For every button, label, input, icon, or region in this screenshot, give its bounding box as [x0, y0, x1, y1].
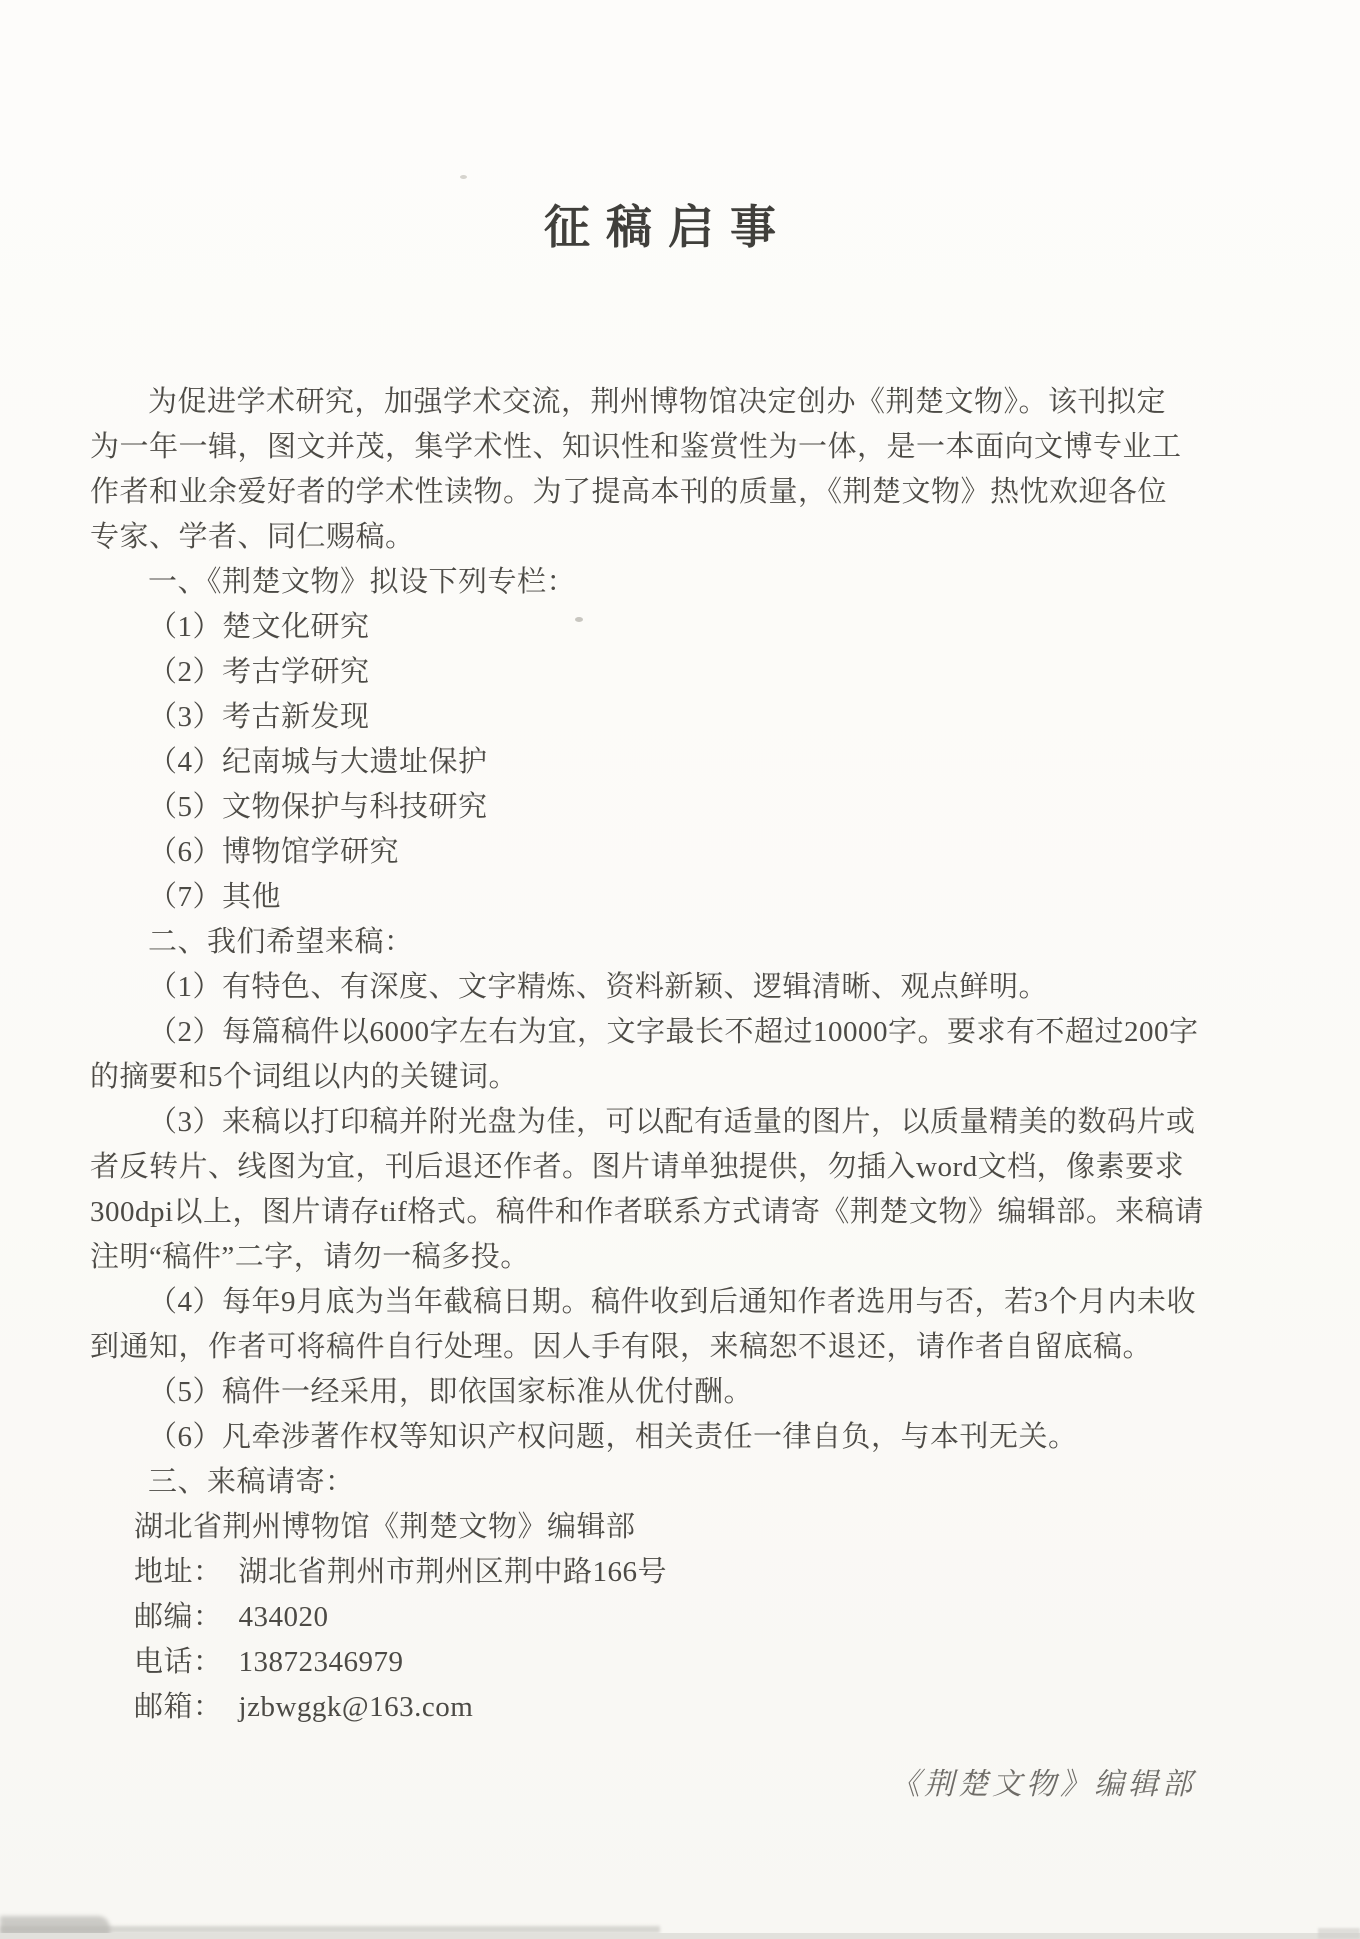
section2-item-1-line-1: （1）有特色、有深度、文字精炼、资料新颖、逻辑清晰、观点鲜明。	[148, 971, 1049, 1003]
postcode-value: 434020	[238, 1601, 329, 1633]
section2-item-4-line-1: （4）每年9月底为当年截稿日期。稿件收到后通知作者选用与否，若3个月内未收	[148, 1286, 1197, 1318]
section2-item-5-line-1: （5）稿件一经采用，即依国家标准从优付酬。	[148, 1376, 754, 1408]
postcode-label: 邮编：	[134, 1601, 223, 1633]
scan-speck	[460, 175, 467, 179]
section2-item-4-line-2: 到通知，作者可将稿件自行处理。因人手有限，来稿恕不退还，请作者自留底稿。	[90, 1331, 1153, 1363]
document-title: 征稿启事	[544, 202, 792, 253]
section1-item-3: （3）考古新发现	[148, 701, 370, 733]
address-value: 湖北省荆州市荆州区荆中路166号	[238, 1556, 668, 1588]
address-line	[90, 1550, 1165, 1595]
postcode-line	[90, 1595, 1165, 1640]
section1-item-6: （6）博物馆学研究	[148, 836, 400, 868]
section1-item-4: （4）纪南城与大遗址保护	[148, 746, 488, 778]
section2-heading: 二、我们希望来稿：	[148, 926, 414, 958]
section2-item-3-line-1: （3）来稿以打印稿并附光盘为佳，可以配有适量的图片，以质量精美的数码片或	[148, 1106, 1196, 1138]
email-line	[90, 1685, 1165, 1730]
editorial-signature: 《荆楚文物》编辑部	[890, 1768, 1196, 1801]
intro-line-2: 为一年一辑，图文并茂，集学术性、知识性和鉴赏性为一体，是一本面向文博专业工	[90, 431, 1182, 463]
section3-heading: 三、来稿请寄：	[148, 1466, 355, 1498]
scan-edge-artifact	[0, 1926, 660, 1933]
scan-edge-artifact	[0, 1916, 110, 1939]
section1-item-1: （1）楚文化研究	[148, 611, 370, 643]
section1-heading: 一、《荆楚文物》拟设下列专栏：	[148, 566, 577, 598]
section2-item-2-line-1: （2）每篇稿件以6000字左右为宜，文字最长不超过10000字。要求有不超过200字	[148, 1016, 1199, 1048]
section2-item-3-line-3: 300dpi以上，图片请存tif格式。稿件和作者联系方式请寄《荆楚文物》编辑部。来稿请	[90, 1196, 1204, 1228]
phone-line	[90, 1640, 1165, 1685]
phone-label: 电话：	[134, 1646, 223, 1678]
recipient-line: 湖北省荆州博物馆《荆楚文物》编辑部	[134, 1511, 636, 1543]
address-label: 地址：	[134, 1556, 223, 1588]
section1-item-5: （5）文物保护与科技研究	[148, 791, 488, 823]
scan-edge-artifact	[0, 1933, 1360, 1939]
scan-edge-artifact	[1318, 1928, 1360, 1939]
section1-item-7: （7）其他	[148, 881, 282, 913]
section2-item-6-line-1: （6）凡牵涉著作权等知识产权问题，相关责任一律自负，与本刊无关。	[148, 1421, 1078, 1453]
email-value: jzbwggk@163.com	[238, 1691, 474, 1723]
email-label: 邮箱：	[134, 1691, 223, 1723]
intro-line-1: 为促进学术研究，加强学术交流，荆州博物馆决定创办《荆楚文物》。该刊拟定	[148, 386, 1167, 418]
section2-item-3-line-4: 注明“稿件”二字，请勿一稿多投。	[90, 1241, 530, 1273]
section1-item-2: （2）考古学研究	[148, 656, 370, 688]
intro-line-3: 作者和业余爱好者的学术性读物。为了提高本刊的质量，《荆楚文物》热忱欢迎各位	[90, 476, 1168, 508]
document-content	[90, 380, 1204, 1730]
section2-item-3-line-2: 者反转片、线图为宜，刊后退还作者。图片请单独提供，勿插入word文档，像素要求	[90, 1151, 1185, 1183]
section2-item-2-line-2: 的摘要和5个词组以内的关键词。	[90, 1061, 519, 1093]
intro-line-4: 专家、学者、同仁赐稿。	[90, 521, 415, 553]
phone-value: 13872346979	[238, 1646, 404, 1678]
